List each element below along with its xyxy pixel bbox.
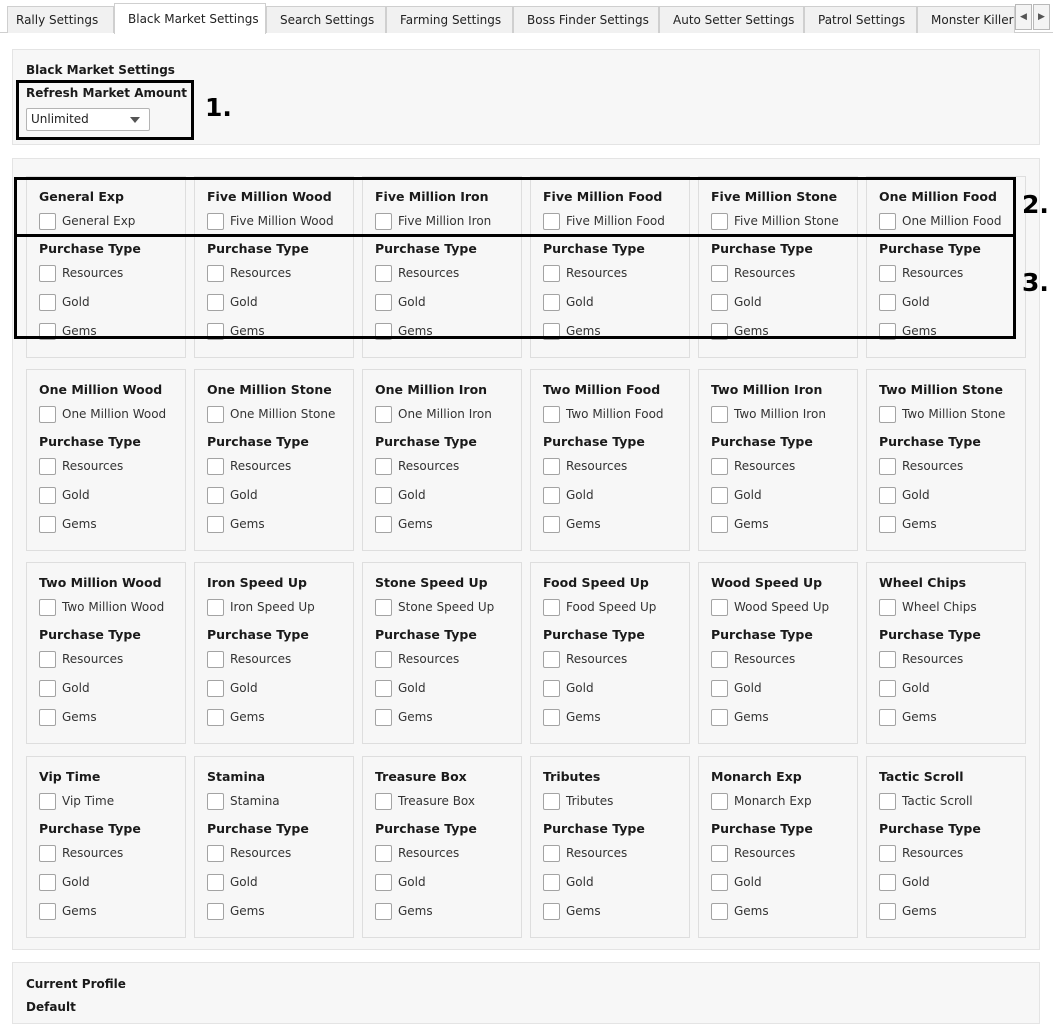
checkbox-box[interactable] (543, 709, 560, 726)
arrow-right-icon[interactable]: ▶ (1033, 4, 1050, 30)
purchase-type-label: Purchase Type (375, 434, 477, 449)
checkbox-box[interactable] (375, 874, 392, 891)
checkbox-box[interactable] (543, 406, 560, 423)
checkbox-box[interactable] (543, 903, 560, 920)
item-card (26, 369, 186, 551)
checkbox-label: Five Million Iron (398, 214, 492, 228)
checkbox-label: Tributes (566, 794, 614, 808)
checkbox-label: General Exp (62, 214, 136, 228)
refresh-market-amount-label: Refresh Market Amount (26, 86, 188, 100)
checkbox-label: Five Million Food (566, 214, 665, 228)
purchase-type-label: Purchase Type (711, 241, 813, 256)
checkbox-box[interactable] (207, 680, 224, 697)
tab-boss-finder-settings[interactable] (513, 6, 659, 33)
checkbox-label: Gold (566, 488, 594, 502)
checkbox-box[interactable] (39, 487, 56, 504)
checkbox-box[interactable] (711, 709, 728, 726)
checkbox-label: Gold (398, 295, 426, 309)
checkbox-box[interactable] (879, 651, 896, 668)
checkbox-box[interactable] (879, 487, 896, 504)
item-title: One Million Stone (207, 382, 332, 397)
checkbox-label: Monarch Exp (734, 794, 812, 808)
purchase-type-label: Purchase Type (543, 241, 645, 256)
checkbox-label: Gems (230, 324, 265, 338)
purchase-type-label: Purchase Type (879, 434, 981, 449)
checkbox-label: Gold (566, 875, 594, 889)
checkbox-label: Stone Speed Up (398, 600, 495, 614)
checkbox-label: Resources (230, 652, 292, 666)
checkbox-label: Gems (734, 324, 769, 338)
tab-label: Boss Finder Settings (527, 13, 649, 27)
purchase-type-label: Purchase Type (711, 434, 813, 449)
item-title: Two Million Wood (39, 575, 162, 590)
checkbox-label: Gems (62, 517, 97, 531)
checkbox-label: Treasure Box (398, 794, 476, 808)
purchase-type-label: Purchase Type (39, 434, 141, 449)
checkbox-label: Gems (566, 324, 601, 338)
item-card (26, 756, 186, 938)
checkbox-box[interactable] (39, 680, 56, 697)
item-card (362, 756, 522, 938)
checkbox-label: Gems (62, 710, 97, 724)
checkbox-label: Gold (902, 875, 930, 889)
checkbox-box[interactable] (375, 709, 392, 726)
checkbox-box[interactable] (375, 903, 392, 920)
annotation-number-1: 1. (205, 93, 232, 122)
checkbox-box[interactable] (711, 680, 728, 697)
item-title: General Exp (39, 189, 124, 204)
checkbox-label: Resources (230, 459, 292, 473)
checkbox-label: Gold (62, 488, 90, 502)
tab-label: Auto Setter Settings (673, 13, 795, 27)
item-title: Wheel Chips (879, 575, 967, 590)
checkbox-label: Gems (62, 904, 97, 918)
checkbox-label: Resources (398, 846, 460, 860)
item-card (698, 562, 858, 744)
checkbox-box[interactable] (879, 874, 896, 891)
checkbox-label: Gems (734, 904, 769, 918)
checkbox-label: Resources (230, 266, 292, 280)
item-card (530, 369, 690, 551)
checkbox-box[interactable] (711, 793, 728, 810)
checkbox-label: Gold (398, 488, 426, 502)
item-title: Wood Speed Up (711, 575, 823, 590)
checkbox-label: Resources (566, 652, 628, 666)
checkbox-box[interactable] (543, 793, 560, 810)
item-title: Food Speed Up (543, 575, 649, 590)
item-card (26, 562, 186, 744)
purchase-type-label: Purchase Type (207, 434, 309, 449)
checkbox-label: Resources (230, 846, 292, 860)
tab-label: Search Settings (280, 13, 375, 27)
checkbox-label: Tactic Scroll (902, 794, 973, 808)
section-title: Black Market Settings (26, 63, 175, 77)
purchase-type-label: Purchase Type (375, 241, 477, 256)
checkbox-box[interactable] (879, 709, 896, 726)
checkbox-box[interactable] (879, 845, 896, 862)
checkbox-box[interactable] (375, 599, 392, 616)
checkbox-label: Gems (230, 517, 265, 531)
checkbox-label: Five Million Stone (734, 214, 839, 228)
purchase-type-label: Purchase Type (39, 241, 141, 256)
checkbox-box[interactable] (711, 599, 728, 616)
checkbox-box[interactable] (39, 406, 56, 423)
checkbox-box[interactable] (207, 709, 224, 726)
checkbox-label: Resources (62, 652, 124, 666)
checkbox-box[interactable] (207, 903, 224, 920)
checkbox-label: Gold (230, 875, 258, 889)
checkbox-label: Stamina (230, 794, 280, 808)
checkbox-label: Wheel Chips (902, 600, 977, 614)
checkbox-box[interactable] (711, 874, 728, 891)
item-card (194, 369, 354, 551)
checkbox-label: Food Speed Up (566, 600, 657, 614)
checkbox-label: Resources (566, 266, 628, 280)
checkbox-box[interactable] (543, 458, 560, 475)
checkbox-box[interactable] (207, 458, 224, 475)
checkbox-label: Gold (230, 488, 258, 502)
checkbox-label: Gold (902, 295, 930, 309)
item-title: One Million Iron (375, 382, 488, 397)
checkbox-box[interactable] (39, 599, 56, 616)
checkbox-box[interactable] (711, 651, 728, 668)
item-card (698, 369, 858, 551)
item-card (194, 756, 354, 938)
item-title: Two Million Food (543, 382, 661, 397)
checkbox-label: Gold (734, 681, 762, 695)
purchase-type-label: Purchase Type (543, 821, 645, 836)
checkbox-label: Gems (902, 324, 937, 338)
item-title: Five Million Iron (375, 189, 489, 204)
annotation-box-2 (14, 177, 1016, 237)
item-title: Two Million Stone (879, 382, 1003, 397)
checkbox-box[interactable] (543, 651, 560, 668)
checkbox-box[interactable] (375, 845, 392, 862)
item-title: Tactic Scroll (879, 769, 964, 784)
checkbox-label: One Million Stone (230, 407, 336, 421)
checkbox-box[interactable] (207, 651, 224, 668)
checkbox-label: Gold (398, 681, 426, 695)
checkbox-label: Resources (398, 459, 460, 473)
checkbox-label: Gems (734, 517, 769, 531)
checkbox-box[interactable] (879, 458, 896, 475)
item-title: One Million Food (879, 189, 997, 204)
item-title: Stamina (207, 769, 266, 784)
checkbox-label: Gold (62, 681, 90, 695)
checkbox-box[interactable] (207, 845, 224, 862)
checkbox-label: Gold (566, 295, 594, 309)
checkbox-label: Gems (230, 904, 265, 918)
item-title: Two Million Iron (711, 382, 823, 397)
checkbox-label: Gems (734, 710, 769, 724)
checkbox-label: Gems (398, 324, 433, 338)
checkbox-box[interactable] (39, 709, 56, 726)
annotation-number-2: 2. (1022, 190, 1049, 219)
purchase-type-label: Purchase Type (207, 821, 309, 836)
checkbox-label: Gold (902, 488, 930, 502)
tab-farming-settings[interactable] (386, 6, 513, 33)
checkbox-label: Gems (566, 904, 601, 918)
purchase-type-label: Purchase Type (375, 821, 477, 836)
checkbox-box[interactable] (375, 516, 392, 533)
item-title: Treasure Box (375, 769, 467, 784)
checkbox-label: Gold (734, 295, 762, 309)
checkbox-box[interactable] (879, 516, 896, 533)
checkbox-label: Resources (62, 846, 124, 860)
checkbox-box[interactable] (207, 487, 224, 504)
purchase-type-label: Purchase Type (711, 627, 813, 642)
checkbox-label: Gems (230, 710, 265, 724)
checkbox-box[interactable] (543, 680, 560, 697)
checkbox-box[interactable] (39, 651, 56, 668)
checkbox-box[interactable] (39, 516, 56, 533)
arrow-left-icon[interactable]: ◀ (1015, 4, 1032, 30)
checkbox-label: Resources (398, 266, 460, 280)
item-card (866, 562, 1026, 744)
checkbox-label: Vip Time (62, 794, 115, 808)
purchase-type-label: Purchase Type (375, 627, 477, 642)
checkbox-label: Two Million Wood (62, 600, 165, 614)
profile-panel (12, 962, 1040, 1024)
checkbox-box[interactable] (711, 406, 728, 423)
checkbox-box[interactable] (879, 680, 896, 697)
checkbox-label: One Million Food (902, 214, 1002, 228)
checkbox-label: Two Million Iron (734, 407, 826, 421)
tab-bar (0, 0, 1053, 33)
checkbox-label: Iron Speed Up (230, 600, 315, 614)
item-title: Tributes (543, 769, 601, 784)
purchase-type-label: Purchase Type (39, 821, 141, 836)
item-title: Vip Time (39, 769, 101, 784)
tab-rally-settings[interactable] (7, 6, 114, 33)
item-title: Five Million Food (543, 189, 663, 204)
tab-auto-setter-settings[interactable] (659, 6, 804, 33)
checkbox-box[interactable] (879, 793, 896, 810)
checkbox-label: Resources (734, 846, 796, 860)
item-title: Stone Speed Up (375, 575, 488, 590)
checkbox-box[interactable] (207, 874, 224, 891)
purchase-type-label: Purchase Type (879, 627, 981, 642)
checkbox-label: Resources (902, 266, 964, 280)
checkbox-label: Resources (902, 652, 964, 666)
tab-label: Black Market Settings (128, 12, 259, 26)
checkbox-box[interactable] (375, 651, 392, 668)
checkbox-label: Resources (902, 846, 964, 860)
checkbox-box[interactable] (879, 406, 896, 423)
purchase-type-label: Purchase Type (543, 627, 645, 642)
checkbox-label: One Million Iron (398, 407, 492, 421)
checkbox-label: Gold (734, 488, 762, 502)
item-card (362, 369, 522, 551)
item-card (866, 756, 1026, 938)
item-card (530, 562, 690, 744)
checkbox-label: Resources (62, 266, 124, 280)
tab-black-market-settings[interactable] (114, 3, 266, 34)
checkbox-box[interactable] (711, 458, 728, 475)
item-card (530, 756, 690, 938)
tab-patrol-settings[interactable] (804, 6, 917, 33)
checkbox-box[interactable] (207, 406, 224, 423)
checkbox-label: Gems (398, 904, 433, 918)
checkbox-label: Gems (566, 710, 601, 724)
purchase-type-label: Purchase Type (207, 241, 309, 256)
checkbox-label: Resources (902, 459, 964, 473)
checkbox-label: Two Million Food (566, 407, 664, 421)
checkbox-label: Gems (566, 517, 601, 531)
checkbox-box[interactable] (711, 516, 728, 533)
checkbox-box[interactable] (543, 874, 560, 891)
checkbox-label: Gems (398, 710, 433, 724)
checkbox-label: Gold (734, 875, 762, 889)
checkbox-box[interactable] (39, 874, 56, 891)
annotation-box-1 (16, 80, 194, 140)
checkbox-box[interactable] (711, 487, 728, 504)
item-title: One Million Wood (39, 382, 163, 397)
checkbox-box[interactable] (375, 458, 392, 475)
item-card (698, 756, 858, 938)
checkbox-box[interactable] (39, 458, 56, 475)
checkbox-box[interactable] (375, 793, 392, 810)
checkbox-label: Gold (62, 295, 90, 309)
checkbox-box[interactable] (879, 599, 896, 616)
checkbox-box[interactable] (375, 406, 392, 423)
annotation-number-3: 3. (1022, 268, 1049, 297)
tab-label: Patrol Settings (818, 13, 906, 27)
checkbox-label: Resources (734, 459, 796, 473)
checkbox-label: Gold (62, 875, 90, 889)
select-value: Unlimited (31, 112, 89, 126)
checkbox-label: Gems (398, 517, 433, 531)
checkbox-label: Gems (62, 324, 97, 338)
checkbox-label: Gold (230, 295, 258, 309)
item-title: Five Million Stone (711, 189, 838, 204)
checkbox-box[interactable] (543, 599, 560, 616)
checkbox-label: Gold (566, 681, 594, 695)
checkbox-box[interactable] (543, 516, 560, 533)
checkbox-box[interactable] (375, 487, 392, 504)
checkbox-label: Resources (566, 846, 628, 860)
item-title: Monarch Exp (711, 769, 802, 784)
annotation-box-3 (14, 234, 1016, 339)
item-card (362, 562, 522, 744)
checkbox-box[interactable] (39, 903, 56, 920)
checkbox-label: Resources (62, 459, 124, 473)
checkbox-label: Gold (902, 681, 930, 695)
checkbox-label: Wood Speed Up (734, 600, 830, 614)
checkbox-label: Gems (902, 904, 937, 918)
tab-monster-killer[interactable] (917, 6, 1015, 33)
current-profile-label: Current Profile (26, 977, 126, 991)
checkbox-box[interactable] (711, 903, 728, 920)
checkbox-label: Resources (734, 652, 796, 666)
purchase-type-label: Purchase Type (879, 241, 981, 256)
purchase-type-label: Purchase Type (711, 821, 813, 836)
item-title: Five Million Wood (207, 189, 332, 204)
checkbox-label: Gems (902, 710, 937, 724)
checkbox-box[interactable] (207, 793, 224, 810)
purchase-type-label: Purchase Type (207, 627, 309, 642)
checkbox-label: Resources (566, 459, 628, 473)
checkbox-label: Five Million Wood (230, 214, 334, 228)
checkbox-label: One Million Wood (62, 407, 167, 421)
current-profile-value: Default (26, 1000, 76, 1014)
checkbox-box[interactable] (543, 487, 560, 504)
item-title: Iron Speed Up (207, 575, 307, 590)
checkbox-box[interactable] (711, 845, 728, 862)
checkbox-label: Gems (902, 517, 937, 531)
checkbox-label: Two Million Stone (902, 407, 1006, 421)
checkbox-label: Resources (734, 266, 796, 280)
tab-label: Rally Settings (16, 13, 99, 27)
item-card (866, 369, 1026, 551)
checkbox-box[interactable] (879, 903, 896, 920)
tab-label: Farming Settings (400, 13, 502, 27)
checkbox-box[interactable] (543, 845, 560, 862)
checkbox-box[interactable] (207, 599, 224, 616)
checkbox-box[interactable] (39, 845, 56, 862)
checkbox-box[interactable] (39, 793, 56, 810)
tab-search-settings[interactable] (266, 6, 386, 33)
checkbox-label: Gold (398, 875, 426, 889)
purchase-type-label: Purchase Type (543, 434, 645, 449)
item-card (194, 562, 354, 744)
checkbox-box[interactable] (375, 680, 392, 697)
purchase-type-label: Purchase Type (39, 627, 141, 642)
checkbox-label: Resources (398, 652, 460, 666)
purchase-type-label: Purchase Type (879, 821, 981, 836)
checkbox-label: Gold (230, 681, 258, 695)
checkbox-box[interactable] (207, 516, 224, 533)
tab-label: Monster Killer (931, 13, 1014, 27)
